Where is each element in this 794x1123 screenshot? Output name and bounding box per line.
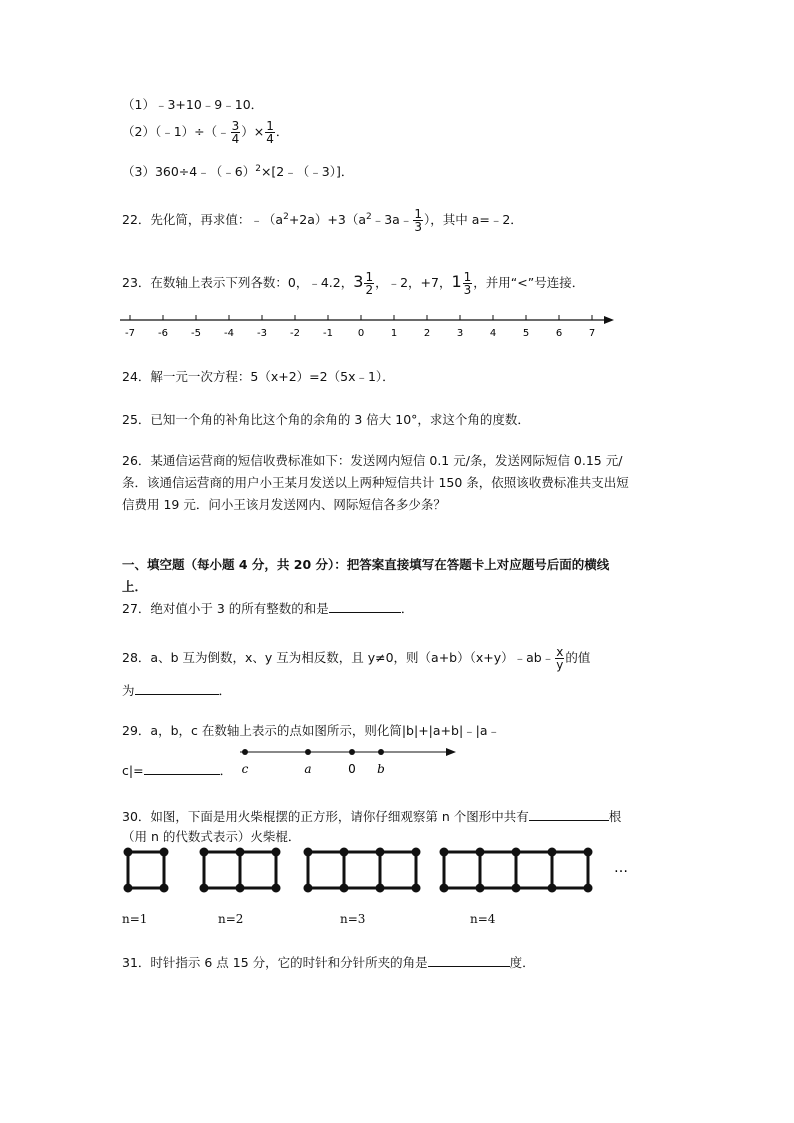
- q22-b: +2a）+3（a: [288, 212, 366, 228]
- matchstick-figure-n4: [440, 848, 593, 893]
- fraction-numerator: 3: [231, 119, 240, 133]
- caption-n2: n=2: [218, 912, 244, 926]
- tick-label: -5: [191, 328, 201, 339]
- matchstick-head: [584, 848, 593, 857]
- fraction-denominator: 4: [231, 132, 240, 146]
- answer-blank[interactable]: [428, 952, 510, 967]
- tick-label: 7: [588, 328, 596, 339]
- q29-line2: [122, 760, 232, 780]
- matchstick-head: [304, 848, 313, 857]
- q30-line2: （用 n 的代数式表示）火柴棍．: [122, 829, 301, 844]
- q21-part3: [122, 160, 353, 181]
- answer-blank[interactable]: [329, 598, 401, 613]
- q31: [122, 952, 535, 972]
- tick-label: 3: [456, 328, 464, 339]
- q28-text-b: 的值: [565, 650, 591, 665]
- matchstick-head: [124, 884, 133, 893]
- matchstick-head: [476, 884, 485, 893]
- exponent: 2: [283, 212, 289, 222]
- number-line-arrow: [604, 316, 614, 324]
- matchstick-head: [440, 884, 449, 893]
- matchstick-figure-n2: [200, 848, 281, 893]
- number-line-arrow: [446, 748, 456, 756]
- q28-end: ．: [218, 683, 232, 698]
- q26-line1: 26．某通信运营商的短信收费标准如下：发送网内短信 0.1 元/条，发送网际短信 0.15 元/: [122, 453, 623, 468]
- q21-part2-b: ）×: [241, 124, 265, 139]
- q28-text-c: 为: [122, 683, 135, 698]
- q29-text-b: c|=: [122, 763, 144, 778]
- q24: 24．解一元一次方程：5（x+2）=2（5x﹣1）．: [122, 369, 395, 384]
- mixed-number-whole: 1: [451, 272, 462, 291]
- matchstick-head: [340, 848, 349, 857]
- q21-part3-b: ×[2﹣（﹣3）]．: [260, 164, 354, 180]
- tick-label: -1: [323, 328, 333, 339]
- caption-n4: n=4: [470, 912, 496, 926]
- matchstick-head: [200, 884, 209, 893]
- label-a: a: [304, 762, 312, 776]
- mixed-number-fraction: [463, 271, 473, 296]
- fraction-denominator: 4: [266, 132, 274, 146]
- point-0: [349, 749, 355, 755]
- ellipsis: …: [614, 860, 628, 876]
- q30-text: 30．如图，下面是用火柴棍摆的正方形，请你仔细观察第 n 个图形中共有: [122, 809, 529, 824]
- tick-label: -7: [125, 328, 135, 339]
- q21-part2-c: ．: [275, 124, 289, 139]
- section-heading: 一、填空题（每小题 4 分，共 20 分）：把答案直接填写在答题卡上对应题号后面的横线: [122, 557, 610, 572]
- q26-line2: 条．该通信运营商的用户小王某月发送以上两种短信共计 150 条，依照该收费标准共支出短: [122, 475, 629, 490]
- q30: [122, 806, 621, 826]
- matchstick-head: [412, 884, 421, 893]
- matchstick-head: [272, 884, 281, 893]
- fraction-denominator: 3: [414, 220, 422, 235]
- matchstick-head: [512, 848, 521, 857]
- q28-text: 28．a、b 互为倒数，x、y 互为相反数，且 y≠0，则（a+b）（x+y）﹣ab﹣: [122, 650, 555, 665]
- caption-n3: n=3: [340, 912, 366, 926]
- matchstick-head: [476, 848, 485, 857]
- fraction-x-y: [555, 646, 564, 671]
- matchstick-head: [160, 848, 169, 857]
- tick-label: -6: [158, 328, 168, 339]
- matchstick-figure-n1: [124, 848, 169, 893]
- number-line: [118, 312, 618, 342]
- point-c: [242, 749, 248, 755]
- q21-part3-a: （3）360÷4﹣（﹣6）: [122, 164, 256, 180]
- matchstick-head: [236, 884, 245, 893]
- q22-c: ﹣3a﹣: [371, 212, 413, 228]
- fraction-1-4: [265, 120, 275, 145]
- q23-a: 23．在数轴上表示下列各数：0，﹣4.2，: [122, 275, 354, 290]
- q25: 25．已知一个角的补角比这个角的余角的 3 倍大 10°，求这个角的度数．: [122, 412, 530, 427]
- tick-label: -4: [224, 328, 234, 339]
- matchstick-head: [584, 884, 593, 893]
- q23-b: ，﹣2，+7，: [375, 275, 452, 290]
- matchstick-head: [548, 848, 557, 857]
- q21-part2-a: （2）（﹣1）÷（﹣: [122, 124, 230, 139]
- q23: [122, 271, 584, 296]
- q22-d: ），其中 a=﹣2．: [424, 212, 523, 228]
- matchstick-head: [376, 884, 385, 893]
- matchstick-head: [272, 848, 281, 857]
- fraction-numerator: 1: [463, 270, 472, 284]
- q27-text: 27．绝对值小于 3 的所有整数的和是: [122, 601, 329, 616]
- matchstick-figure-n3: [304, 848, 421, 893]
- q30-text-b: 根: [608, 809, 622, 824]
- q27-end: ．: [400, 601, 414, 616]
- fraction-numerator: 1: [266, 119, 274, 133]
- q23-c: ，并用“<”号连接．: [473, 275, 585, 290]
- tick-label: 0: [357, 328, 365, 339]
- matchstick-head: [512, 884, 521, 893]
- point-a: [305, 749, 311, 755]
- q21-part2: [122, 120, 288, 145]
- matchstick-figures: [118, 844, 658, 894]
- tick-label: 1: [390, 328, 398, 339]
- section-heading-line2: 上．: [122, 579, 148, 594]
- matchstick-head: [376, 848, 385, 857]
- answer-blank[interactable]: [529, 806, 609, 821]
- matchstick-head: [236, 848, 245, 857]
- fraction-denominator: 3: [463, 283, 472, 297]
- matchstick-head: [304, 884, 313, 893]
- fraction-numerator: x: [556, 645, 564, 659]
- fraction-denominator: y: [556, 658, 564, 672]
- label-c: c: [241, 762, 249, 776]
- matchstick-head: [124, 848, 133, 857]
- tick-label: 4: [489, 328, 497, 339]
- tick-label: 6: [555, 328, 563, 339]
- tick-label: -2: [290, 328, 300, 339]
- answer-blank[interactable]: [144, 760, 220, 775]
- q29-number-line: [236, 744, 464, 780]
- tick-label: -3: [257, 328, 267, 339]
- label-b: b: [377, 762, 385, 776]
- q31-text: 31．时针指示 6 点 15 分，它的时针和分针所夹的角是: [122, 955, 428, 970]
- matchstick-head: [440, 848, 449, 857]
- mixed-number-whole: 3: [353, 272, 364, 291]
- mixed-number-fraction: [364, 271, 374, 296]
- q29: 29．a，b，c 在数轴上表示的点如图所示，则化简|b|+|a+b|﹣|a﹣: [122, 723, 501, 738]
- fraction-1-3: [413, 208, 423, 233]
- q28: [122, 646, 590, 671]
- q28-line2: [122, 680, 231, 700]
- q22-a: 22．先化简，再求值：﹣（a: [122, 212, 284, 228]
- matchstick-head: [340, 884, 349, 893]
- q21-part1: （1）﹣3+10﹣9﹣10．: [122, 97, 264, 112]
- q27: [122, 598, 413, 618]
- matchstick-head: [548, 884, 557, 893]
- fraction-numerator: 1: [365, 270, 374, 284]
- matchstick-head: [200, 848, 209, 857]
- caption-n1: n=1: [122, 912, 148, 926]
- point-b: [378, 749, 384, 755]
- q29-end: ．: [219, 763, 233, 778]
- q26-line3: 信费用 19 元．问小王该月发送网内、网际短信各多少条？: [122, 497, 446, 512]
- fraction-numerator: 1: [414, 207, 422, 222]
- label-0: 0: [348, 762, 356, 776]
- matchstick-head: [160, 884, 169, 893]
- tick-label: 5: [522, 328, 530, 339]
- answer-blank[interactable]: [135, 680, 219, 695]
- exponent: 2: [366, 212, 372, 222]
- tick-label: 2: [423, 328, 431, 339]
- q22: [122, 208, 523, 233]
- fraction-denominator: 2: [365, 283, 374, 297]
- q31-end: 度．: [509, 955, 535, 970]
- matchstick-head: [412, 848, 421, 857]
- exponent: 2: [255, 164, 261, 174]
- fraction-3-4: [231, 120, 241, 145]
